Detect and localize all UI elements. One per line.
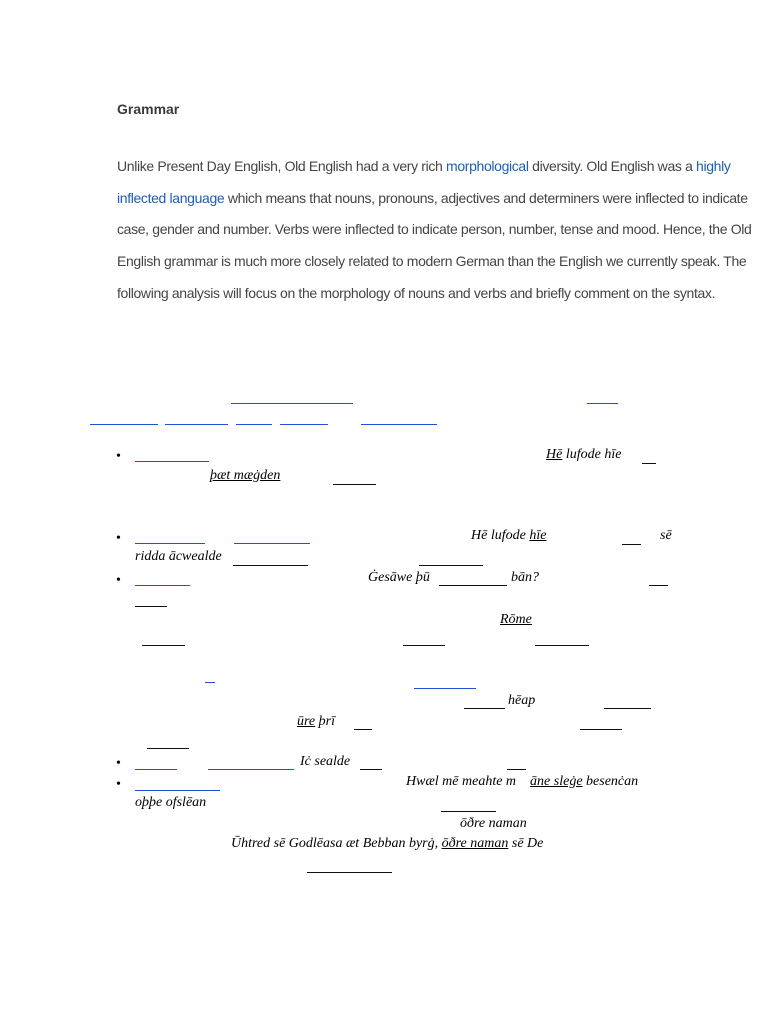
- link-underline[interactable]: [165, 424, 228, 425]
- bullet-marker: •: [116, 756, 121, 771]
- paragraph-line-4: English grammar is much more closely related to modern German than the English we currently speak. The: [117, 253, 747, 269]
- morphological-link[interactable]: morphological: [446, 158, 529, 174]
- blank-line: [622, 544, 641, 545]
- section-heading: Grammar: [117, 101, 180, 117]
- example-word: Rōme: [500, 612, 532, 627]
- example-sentence: Ūhtred sē Godlēasa æt Bebban byrġ, ōðre naman sē De: [231, 836, 544, 851]
- blank-line: [580, 729, 622, 730]
- paragraph-line-3: case, gender and number. Verbs were inflected to indicate person, number, tense and mood. Hence, the Old: [117, 221, 752, 237]
- example-phrase: ridda ācwealde: [135, 549, 222, 564]
- blank-line: [604, 708, 651, 709]
- paragraph-line-1: Unlike Present Day English, Old English had a very rich morphological diversity. Old English was a highly: [117, 158, 731, 174]
- link-underline[interactable]: [135, 769, 177, 770]
- blank-line: [535, 645, 589, 646]
- example-sentence: Ġesāwe þū: [368, 570, 430, 585]
- blank-line: [360, 769, 382, 770]
- example-sentence: Hē lufode hīe: [546, 447, 622, 462]
- link-underline[interactable]: [135, 790, 220, 791]
- paragraph-line-5: following analysis will focus on the morphology of nouns and verbs and briefly comment on the syntax.: [117, 285, 716, 301]
- link-underline[interactable]: [280, 424, 328, 425]
- blank-line: [642, 463, 656, 464]
- blank-line: [135, 606, 167, 607]
- example-sentence: Iċ sealde: [300, 754, 351, 769]
- link-underline[interactable]: [208, 769, 294, 770]
- blank-line: [441, 811, 496, 812]
- link-underline[interactable]: [135, 543, 205, 544]
- example-phrase: ōðre naman: [460, 816, 527, 831]
- example-phrase: ūre þrī: [297, 714, 335, 729]
- link-underline[interactable]: [135, 461, 209, 462]
- blank-line: [403, 645, 445, 646]
- blank-line: [333, 484, 376, 485]
- example-word: hēap: [508, 693, 536, 708]
- blank-line: [439, 585, 507, 586]
- bullet-marker: •: [116, 531, 121, 546]
- highly-link[interactable]: highly: [696, 158, 731, 174]
- link-underline[interactable]: [234, 543, 310, 544]
- blank-line: [233, 565, 308, 566]
- example-word: sē: [660, 528, 672, 543]
- example-phrase: oþþe ofslēan: [135, 795, 207, 810]
- bullet-marker: •: [116, 573, 121, 588]
- example-sentence: Hwæl mē meahte m āne sleġe besenċan: [406, 774, 639, 789]
- link-underline[interactable]: [135, 585, 190, 586]
- link-underline[interactable]: [414, 688, 476, 689]
- paragraph-line-2: inflected language which means that nouns, pronouns, adjectives and determiners were inflected to indicate: [117, 190, 748, 206]
- blank-line: [419, 565, 483, 566]
- blank-line: [649, 585, 668, 586]
- link-underline[interactable]: [231, 403, 353, 404]
- link-underline[interactable]: [236, 424, 272, 425]
- link-underline[interactable]: [90, 424, 158, 425]
- link-underline[interactable]: [587, 403, 618, 404]
- example-sentence: Hē lufode hīe: [471, 528, 547, 543]
- blank-line: [354, 729, 372, 730]
- blank-line: [147, 748, 189, 749]
- bullet-marker: •: [116, 777, 121, 792]
- inflected-language-link[interactable]: inflected language: [117, 190, 225, 206]
- blank-line: [307, 872, 392, 873]
- blank-line: [507, 769, 526, 770]
- bullet-marker: •: [116, 449, 121, 464]
- example-word: bān?: [511, 570, 539, 585]
- example-phrase: þæt mæġden: [210, 468, 281, 483]
- link-underline[interactable]: [361, 424, 437, 425]
- link-underline[interactable]: [205, 682, 215, 683]
- blank-line: [464, 708, 505, 709]
- blank-line: [142, 645, 185, 646]
